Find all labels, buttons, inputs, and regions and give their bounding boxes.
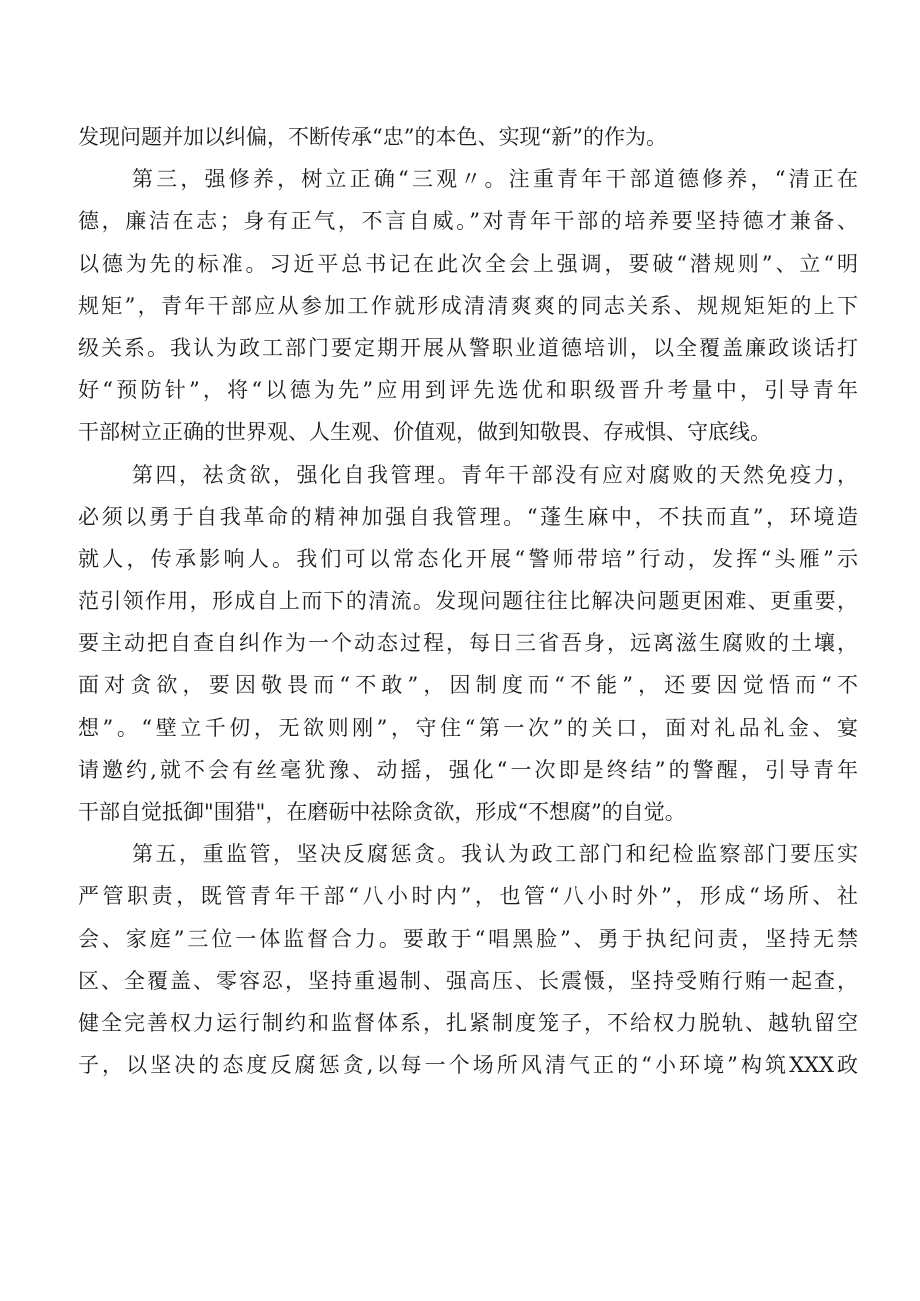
- paragraph-line: 第四，祛贪欲，强化自我管理。青年干部没有应对腐败的天然免疫力，: [132, 462, 858, 487]
- paragraph-line: 区、全覆盖、零容忍，坚持重遏制、强高压、长震慑，坚持受贿行贿一起查，: [78, 968, 858, 993]
- body-text: [78, 116, 858, 1086]
- paragraph-line: 子，以坚决的态度反腐惩贪,以每一个场所风清气正的“小环境”构筑XXX政: [78, 1053, 858, 1078]
- paragraph-line: 德，廉洁在志；身有正气，不言自威。”对青年干部的培养要坚持德才兼备、: [78, 209, 858, 234]
- paragraph-line: 会、家庭”三位一体监督合力。要敢于“唱黑脸”、勇于执纪问责，坚持无禁: [78, 926, 858, 951]
- paragraph-line: 要主动把自查自纠作为一个动态过程，每日三省吾身，远离滋生腐败的土壤，: [78, 631, 858, 656]
- paragraph-line: 严管职责，既管青年干部“八小时内”，也管“八小时外”，形成“场所、社: [78, 884, 858, 909]
- paragraph-line: 级关系。我认为政工部门要定期开展从警职业道德培训，以全覆盖廉政谈话打: [78, 335, 858, 360]
- paragraph-line: 范引领作用，形成自上而下的清流。发现问题往往比解决问题更困难、更重要，: [78, 589, 858, 614]
- paragraph-line: 想”。“壁立千仞，无欲则刚”，守住“第一次”的关口，面对礼品礼金、宴: [78, 715, 858, 740]
- paragraph-line: 请邀约,就不会有丝毫犹豫、动摇，强化“一次即是终结”的警醒，引导青年: [78, 757, 858, 782]
- paragraph-line: 第五，重监管，坚决反腐惩贪。我认为政工部门和纪检监察部门要压实: [132, 842, 858, 867]
- paragraph-line: 干部树立正确的世界观、人生观、价值观，做到知敬畏、存戒惧、守底线。: [78, 420, 771, 445]
- paragraph-line: 第三，强修养，树立正确“三观〃。注重青年干部道德修养，“清正在: [132, 167, 858, 192]
- paragraph-line: 就人，传承影响人。我们可以常态化开展“警师带培”行动，发挥“头雁”示: [78, 546, 858, 571]
- paragraph-line: 以德为先的标准。习近平总书记在此次全会上强调，要破“潜规则”、立“明: [78, 251, 858, 276]
- paragraph-line: 发现问题并加以纠偏，不断传承“忠”的本色、实现“新”的作为。: [78, 125, 667, 149]
- paragraph-line: 好“预防针”，将“以德为先”应用到评先选优和职级晋升考量中，引导青年: [78, 378, 858, 403]
- paragraph-line: 规矩”，青年干部应从参加工作就形成清清爽爽的同志关系、规规矩矩的上下: [78, 293, 858, 318]
- paragraph-line: 健全完善权力运行制约和监督体系，扎紧制度笼子，不给权力脱轨、越轨留空: [78, 1010, 858, 1035]
- paragraph-line: 必须以勇于自我革命的精神加强自我管理。“蓬生麻中，不扶而直”，环境造: [78, 504, 858, 529]
- paragraph-line: 干部自觉抵御"围猎"，在磨砺中祛除贪欲，形成“不想腐”的自觉。: [78, 800, 686, 824]
- paragraph-line: 面对贪欲，要因敬畏而“不敢”，因制度而“不能”，还要因觉悟而“不: [78, 673, 858, 698]
